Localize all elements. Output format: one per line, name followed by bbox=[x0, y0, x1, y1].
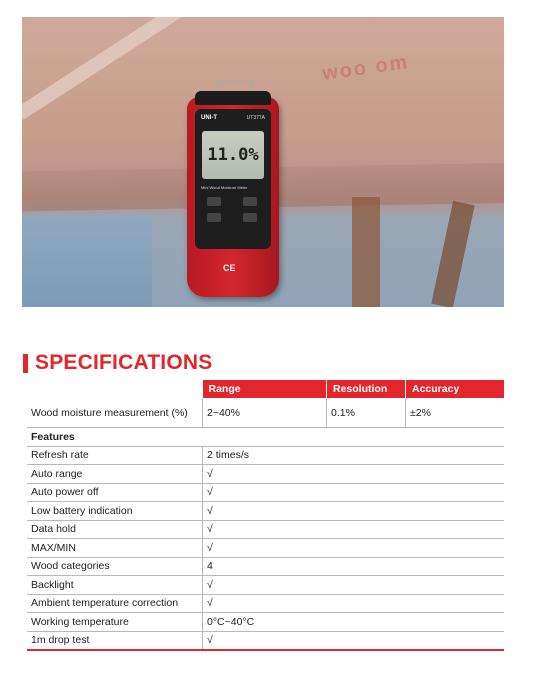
background-wall bbox=[22, 217, 152, 307]
device-cap bbox=[195, 91, 271, 105]
feature-label: Auto power off bbox=[27, 483, 203, 502]
table-row bbox=[27, 613, 504, 632]
feature-value: √ bbox=[203, 502, 505, 521]
product-photo bbox=[22, 17, 504, 307]
header-accuracy: Accuracy bbox=[406, 380, 505, 398]
row-resolution: 0.1% bbox=[327, 398, 406, 428]
feature-value: √ bbox=[203, 465, 505, 484]
table-row bbox=[27, 483, 504, 502]
power-button bbox=[207, 197, 221, 206]
header-empty bbox=[27, 380, 203, 398]
feature-value: 4 bbox=[203, 557, 505, 576]
row-accuracy: ±2% bbox=[406, 398, 505, 428]
feature-value: √ bbox=[203, 483, 505, 502]
header-resolution: Resolution bbox=[327, 380, 406, 398]
feature-label: MAX/MIN bbox=[27, 539, 203, 558]
device-label-strip: Mini Wood Moisture Meter bbox=[201, 185, 248, 190]
table-row bbox=[27, 465, 504, 484]
feature-label: Refresh rate bbox=[27, 446, 203, 465]
moisture-meter-device bbox=[187, 97, 279, 297]
feature-value: √ bbox=[203, 539, 505, 558]
feature-value: √ bbox=[203, 576, 505, 595]
specifications-table bbox=[27, 380, 504, 651]
heading-accent-bar bbox=[23, 354, 28, 373]
feature-value: 0°C~40°C bbox=[203, 613, 505, 632]
feature-label: Low battery indication bbox=[27, 502, 203, 521]
feature-label: Auto range bbox=[27, 465, 203, 484]
device-face bbox=[195, 109, 271, 249]
table-row bbox=[27, 502, 504, 521]
table-row bbox=[27, 446, 504, 465]
features-title: Features bbox=[27, 428, 504, 447]
wood-post bbox=[431, 201, 474, 307]
table-row bbox=[27, 520, 504, 539]
page-title: SPECIFICATIONS bbox=[35, 351, 213, 374]
feature-label: Wood categories bbox=[27, 557, 203, 576]
wood-stamp-text: woo om bbox=[320, 51, 411, 85]
feature-value: √ bbox=[203, 520, 505, 539]
table-header-row bbox=[27, 380, 504, 398]
ce-mark-icon: CE bbox=[223, 263, 236, 273]
feature-label: Backlight bbox=[27, 576, 203, 595]
row-label: Wood moisture measurement (%) bbox=[27, 398, 203, 428]
device-brand: UNI-T bbox=[201, 115, 217, 121]
table-row bbox=[27, 576, 504, 595]
feature-value: √ bbox=[203, 594, 505, 613]
feature-value: √ bbox=[203, 631, 505, 650]
feature-label: Ambient temperature correction bbox=[27, 594, 203, 613]
device-model: UT377A bbox=[246, 115, 265, 121]
table-row bbox=[27, 631, 504, 650]
device-lcd bbox=[202, 131, 264, 179]
header-range: Range bbox=[203, 380, 327, 398]
table-row bbox=[27, 398, 504, 428]
row-range: 2~40% bbox=[203, 398, 327, 428]
feature-value: 2 times/s bbox=[203, 446, 505, 465]
feature-label: 1m drop test bbox=[27, 631, 203, 650]
feature-label: Working temperature bbox=[27, 613, 203, 632]
table-row bbox=[27, 557, 504, 576]
select-button bbox=[243, 213, 257, 222]
mode-button bbox=[207, 213, 221, 222]
table-row bbox=[27, 539, 504, 558]
board-edge bbox=[22, 17, 208, 120]
section-heading bbox=[23, 350, 212, 376]
hold-button bbox=[243, 197, 257, 206]
wood-post bbox=[352, 197, 380, 307]
table-row bbox=[27, 594, 504, 613]
feature-label: Data hold bbox=[27, 520, 203, 539]
features-heading-row bbox=[27, 428, 504, 447]
lcd-reading: 11.0% bbox=[207, 145, 259, 165]
